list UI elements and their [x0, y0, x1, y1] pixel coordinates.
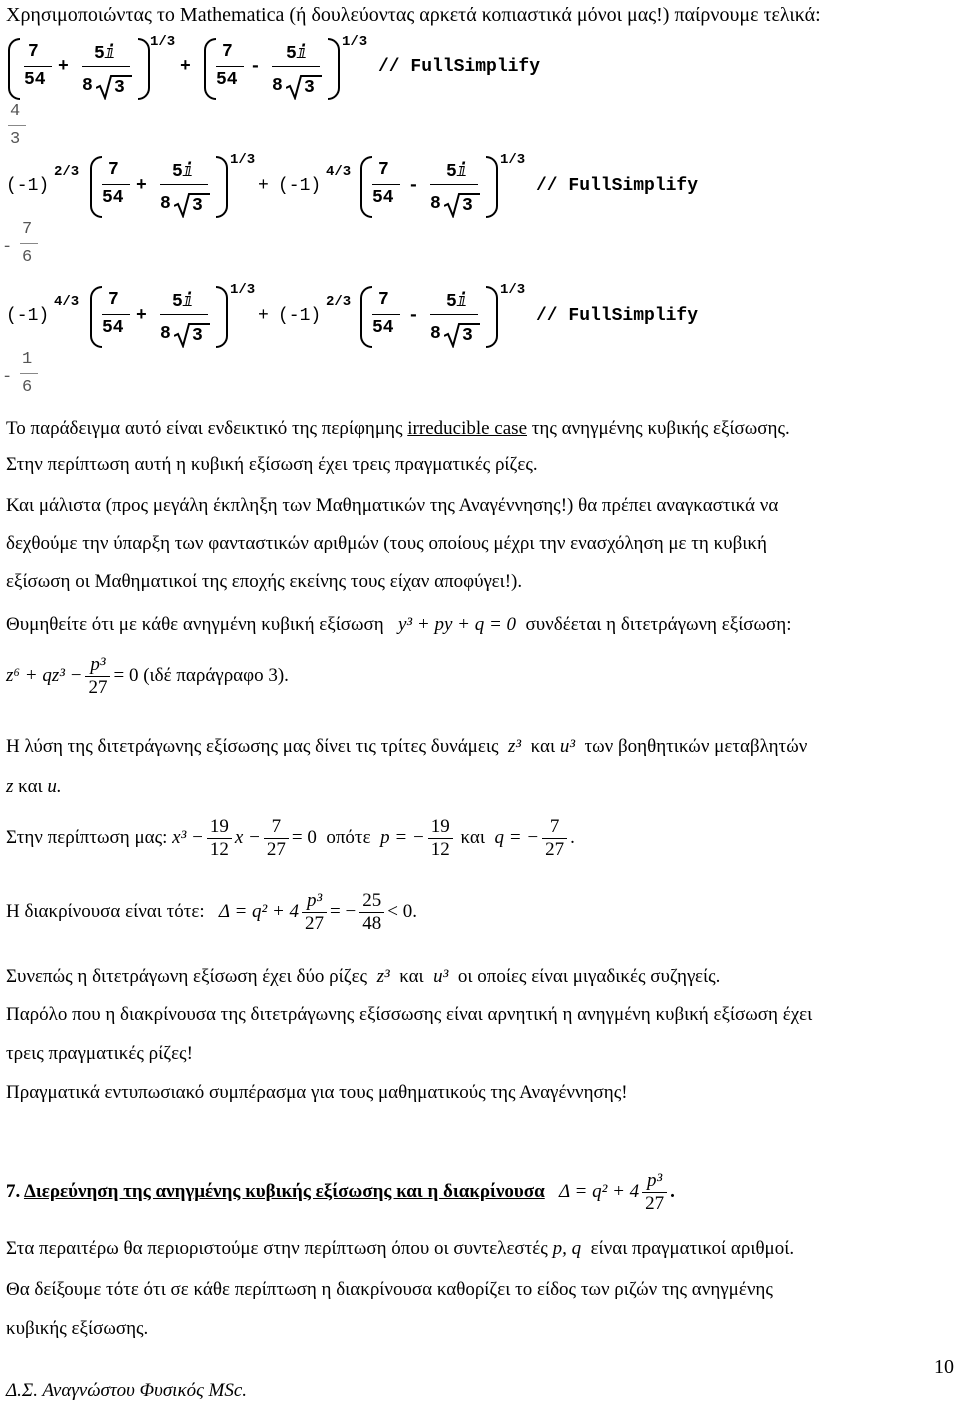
right-paren [138, 38, 150, 100]
paragraph-irreducible: Το παράδειγμα αυτό είναι ενδεικτικό της περίφημης irreducible case της ανηγμένης κυβικής εξίσωσης. [6, 418, 790, 439]
paragraph-discriminant: Η διακρίνουσα είναι τότε: Δ = q² + 4 $\frac{\text{p³}}{27}$ = − $\frac{25}{48}$ < 0. [6, 890, 417, 934]
paragraph-show-line2: κυβικής εξίσωσης. [6, 1318, 149, 1339]
section-title: Διερεύνηση της ανηγμένης κυβικής εξίσωσης και η διακρίνουσα [23, 1180, 545, 1202]
paragraph-conclusion: Πραγματικά εντυπωσιακό συμπέρασμα για τους μαθηματικούς της Αναγέννησης! [6, 1082, 628, 1103]
paragraph-renaissance-line3: εξίσωση οι Μαθηματικοί της εποχής εκείνης τους είχαν αποφύγει!). [6, 571, 523, 592]
paragraph-although-line2: τρεις πραγματικές ρίζες! [6, 1043, 193, 1064]
fullsimplify-command: // FullSimplify [378, 57, 541, 77]
paragraph-real-coefficients: Στα περαιτέρω θα περιοριστούμε στην περίπτωση όπου οι συντελεστές p, q είναι πραγματικοί αριθμοί. [6, 1238, 795, 1259]
section-heading: 7. Διερεύνηση της ανηγμένης κυβικής εξίσωσης και η διακρίνουσα Δ = q² + 4 $\frac{\text{p³}}{27}$ . [6, 1170, 675, 1214]
fullsimplify-command: // FullSimplify [536, 306, 699, 326]
paragraph-solution-line2: z και u. [6, 776, 62, 797]
paragraph-renaissance-line2: δεχθούμε την ύπαρξη των φανταστικών αριθμών (τους οποίους μέχρι την ενασχόληση με τη κυβική [6, 533, 767, 554]
paragraph-renaissance-line1: Και μάλιστα (προς μεγάλη έκπληξη των Μαθηματικών της Αναγέννησης!) θα πρέπει αναγκαστικά να [6, 495, 779, 516]
paragraph-three-real-roots: Στην περίπτωση αυτή η κυβική εξίσωση έχει τρεις πραγματικές ρίζες. [6, 454, 538, 475]
paragraph-complex-roots: Συνεπώς η διτετράγωνη εξίσωση έχει δύο ρίζες z³ και u³ οι οποίες είναι μιγαδικές συζηγείς. [6, 966, 721, 987]
intro-text: Χρησιμοποιώντας το Mathematica (ή δουλεύοντας αρκετά κοπιαστικά μόνοι μας!) παίρνουμε τελικά: [6, 4, 821, 26]
cubic-equation: y³ + py + q = 0 [398, 614, 517, 635]
paragraph-although-line1: Παρόλο που η διακρίνουσα της διτετράγωνης εξίσσωσης είναι αρνητική η ανηγμένη κυβική εξίσωση έχει [6, 1004, 813, 1025]
biquadratic-equation: z⁶ + qz³ − $\frac{\text{p³}}{27}$ = 0 (ιδέ παράγραφο 3). [6, 654, 289, 698]
left-paren [204, 38, 216, 100]
paragraph-solution-line1: Η λύση της διτετράγωνης εξίσωσης μας δίνει τις τρίτες δυνάμεις z³ και u³ των βοηθητικών μεταβλητών [6, 736, 808, 757]
fullsimplify-command: // FullSimplify [536, 176, 699, 196]
page-number: 10 [934, 1356, 954, 1378]
right-paren [328, 38, 340, 100]
author-footer: Δ.Σ. Αναγνώστου Φυσικός MSc. [6, 1380, 248, 1401]
document-page: Χρησιμοποιώντας το Mathematica (ή δουλεύοντας αρκετά κοπιαστικά μόνοι μας!) παίρνουμε τελικά: 7 54 + 5ⅈ 8 3 1/3 + 7 54 - 5ⅈ 8 3 1/3 // FullSimplify 4 3 (-1) 2/3 7 54 + 5ⅈ 8 3 1/3 + (-1) 4/3 7 54 - 5ⅈ 8 3 1/3 // FullSimplify - 7 6 (-1) 4/3 7 54 + 5ⅈ 8 3 1/3 + (-1) 2/3 7 54 - 5ⅈ 8 3 1/3 // FullSimplify - 1 6 Το παράδειγμα αυτό είναι ενδεικτικό της περίφημης irreducible case της ανηγμένης κυβικής εξίσωσης. Στην περίπτωση αυτή η κυβική εξίσωση έχει τρεις πραγματικές ρίζες. Και μάλιστα (προς μεγάλη έκπληξη των Μαθηματικών της Αναγέννησης!) θα πρέπει αναγκαστικά να δεχθούμε την ύπαρξη των φανταστικών αριθμών (τους οποίους μέχρι την ενασχόληση με τη κυβική εξίσωση οι Μαθηματικοί της εποχής εκείνης τους είχαν αποφύγει!). Θυμηθείτε ότι με κάθε ανηγμένη κυβική εξίσωση y³ + py + q = 0 συνδέεται η διτετράγωνη εξίσωση: z⁶ + qz³ − $\frac{\text{p³}}{27}$ = 0 (ιδέ παράγραφο 3). Η λύση της διτετράγωνης εξίσωσης μας δίνει τις τρίτες δυνάμεις z³ και u³ των βοηθητικών μεταβλητών z και u. Στην περίπτωση μας: x³ − $\frac{19}{12}$ x − $\frac{7}{27}$ = 0 οπότε p = − $\frac{19}{12}$ και q = − $\frac{7}{27}$ . Η διακρίνουσα είναι τότε: Δ = q² + 4 $\frac{\text{p³}}{27}$ = − $\frac{25}{48}$ < 0. Συνεπώς η διτετράγωνη εξίσωση έχει δύο ρίζες z³ και u³ οι οποίες είναι μιγαδικές συζηγείς. Παρόλο που η διακρίνουσα της διτετράγωνης εξίσσωσης είναι αρνητική η ανηγμένη κυβική εξίσωση έχει τρεις πραγματικές ρίζες! Πραγματικά εντυπωσιακό συμπέρασμα για τους μαθηματικούς της Αναγέννησης! 7. Διερεύνηση της ανηγμένης κυβικής εξίσωσης και η διακρίνουσα Δ = q² + 4 $\frac{\text{p³}}{27}$ . Στα περαιτέρω θα περιοριστούμε στην περίπτωση όπου οι συντελεστές p, q είναι πραγματικοί αριθμοί. Θα δείξουμε τότε ότι σε κάθε περίπτωση η διακρίνουσα καθορίζει το είδος των ριζών της ανηγμένης κυβικής εξίσωσης. 10 Δ.Σ. Αναγνώστου Φυσικός MSc. [2, 4, 954, 1401]
irreducible-case-link[interactable]: irreducible case [407, 418, 527, 439]
frac-den: 54 [24, 70, 46, 90]
paragraph-our-case: Στην περίπτωση μας: x³ − $\frac{19}{12}$ x − $\frac{7}{27}$ = 0 οπότε p = − $\frac{19}{12}$ και q = − $\frac{7}{27}$ . [6, 816, 575, 860]
paragraph-recall: Θυμηθείτε ότι με κάθε ανηγμένη κυβική εξίσωση y³ + py + q = 0 συνδέεται η διτετράγωνη εξίσωση: [6, 614, 792, 635]
section-number: 7. [6, 1180, 21, 1202]
left-paren [8, 38, 20, 100]
paragraph-show-line1: Θα δείξουμε τότε ότι σε κάθε περίπτωση η διακρίνουσα καθορίζει το είδος των ριζών της ανηγμένης [6, 1279, 773, 1300]
frac-num: 7 [28, 42, 39, 62]
